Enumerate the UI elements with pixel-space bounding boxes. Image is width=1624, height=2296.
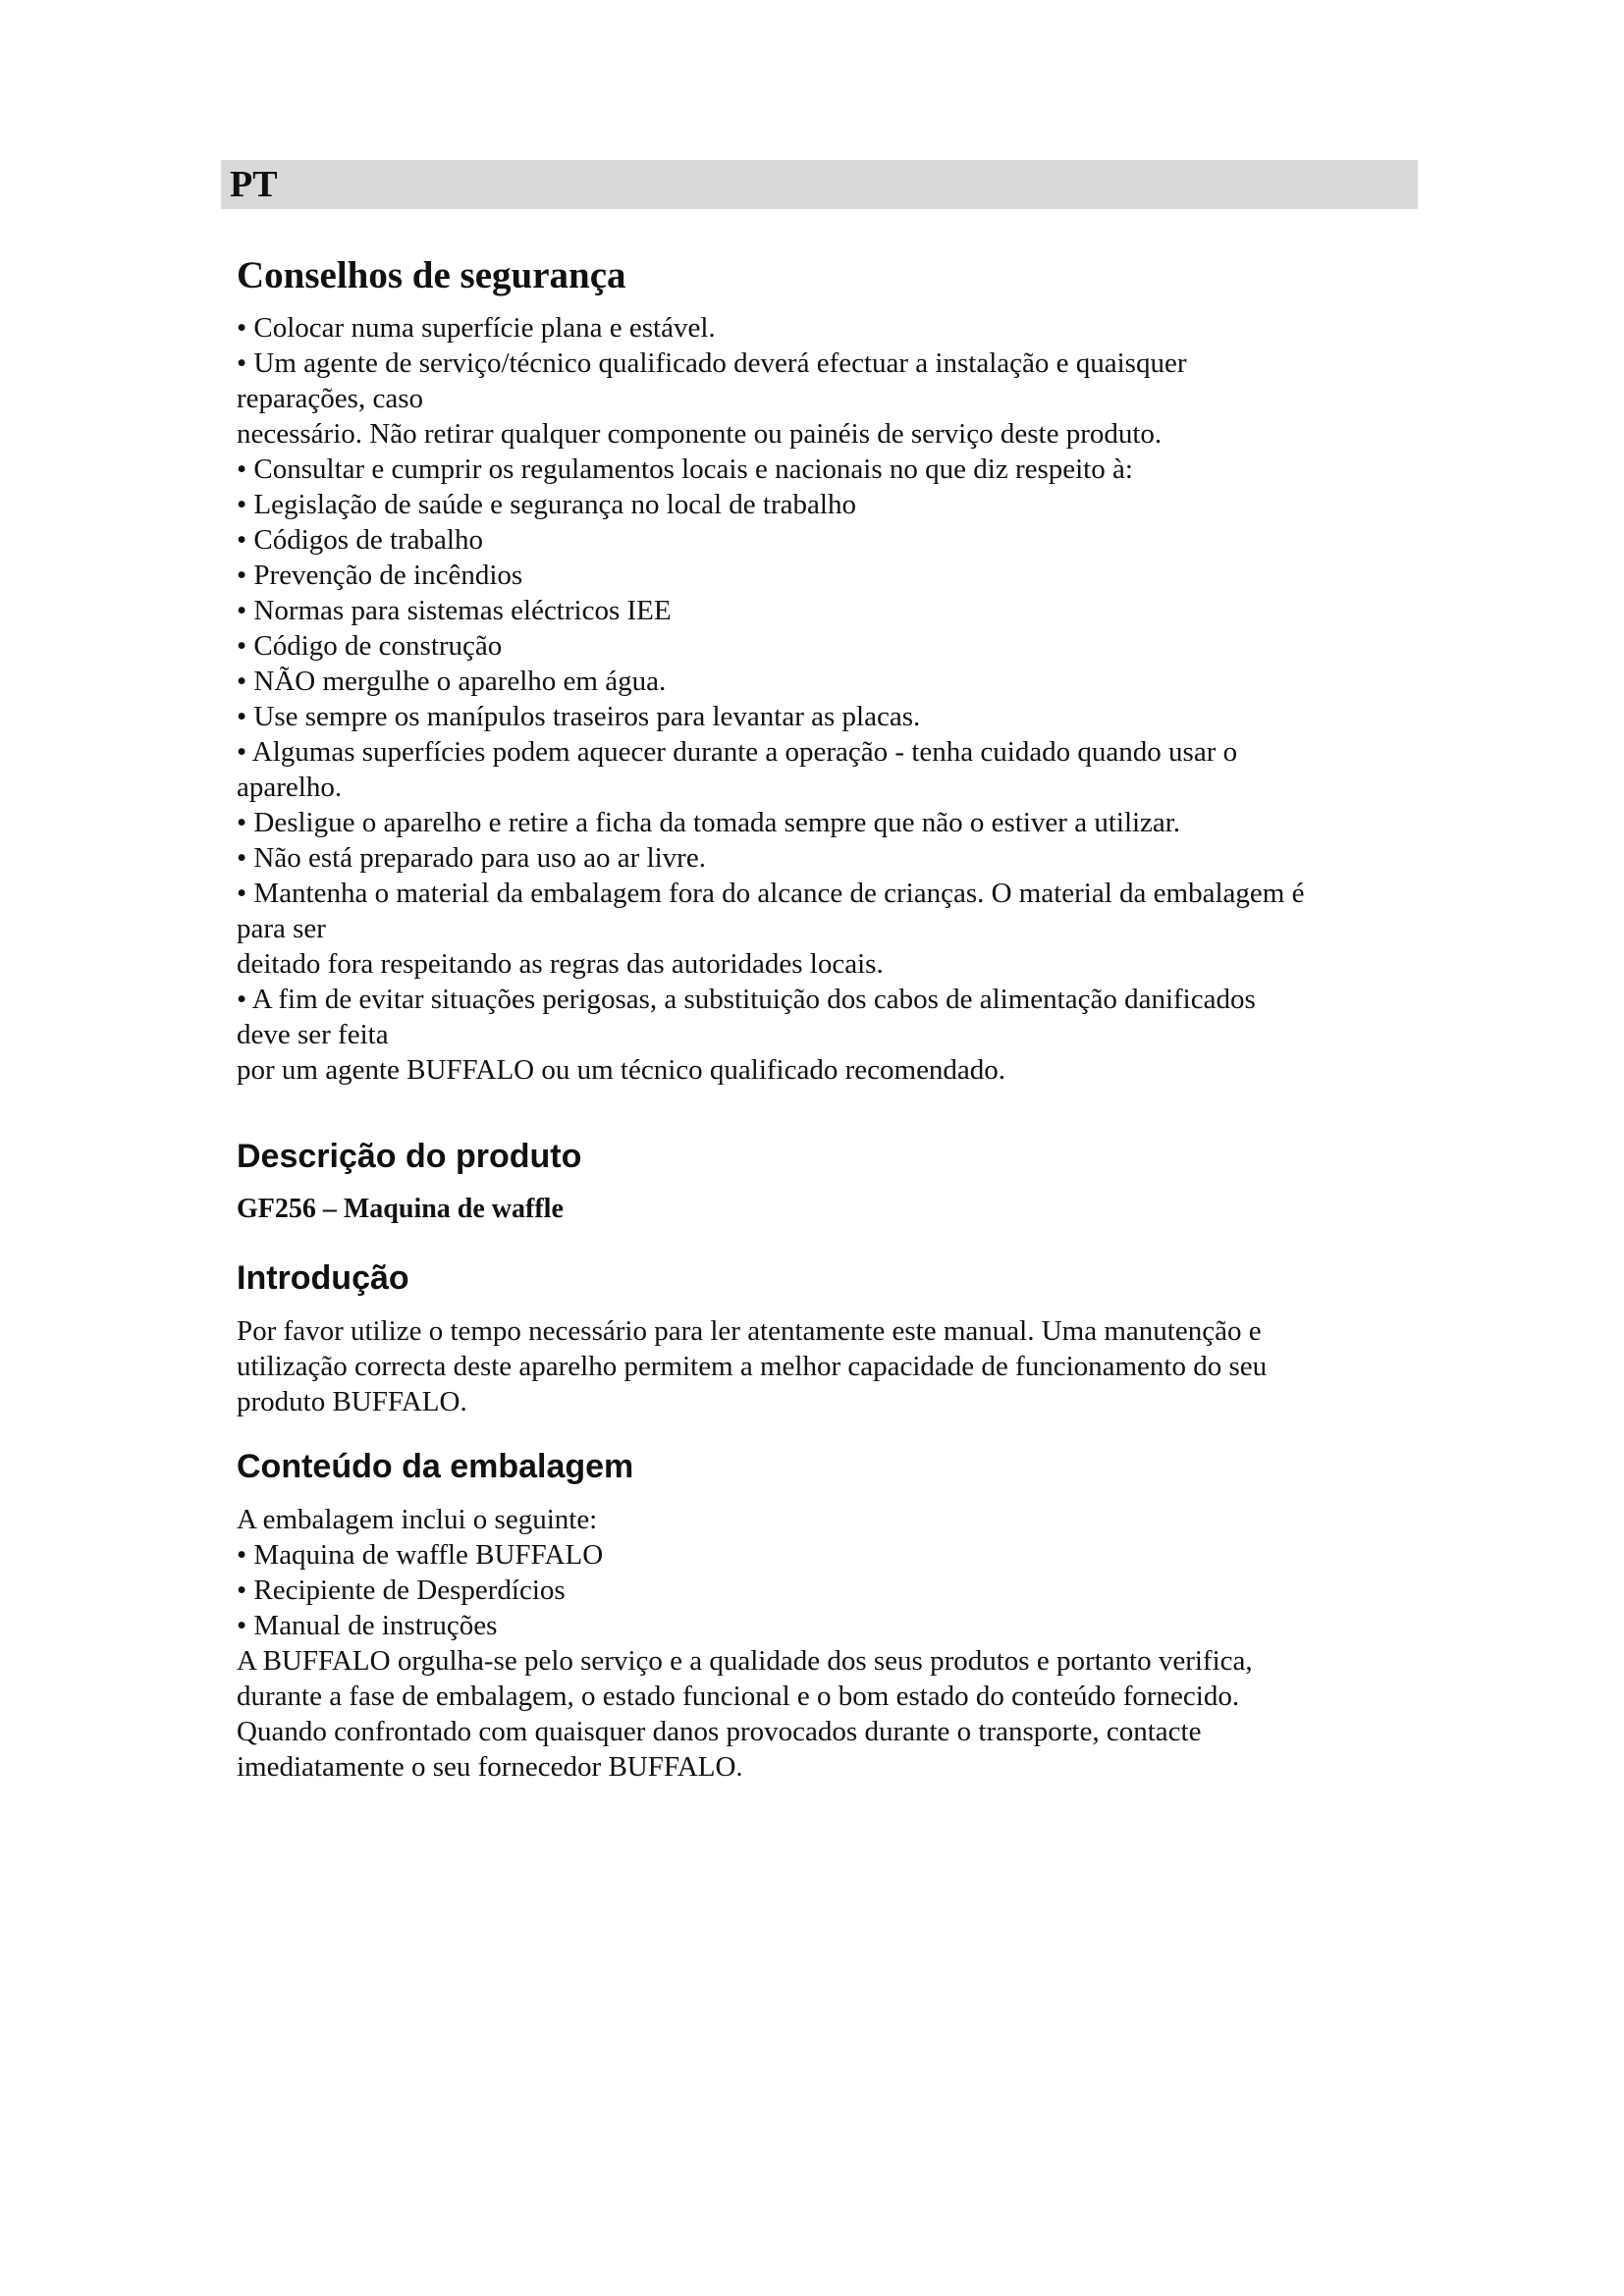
safety-line: • Mantenha o material da embalagem fora do alcance de crianças. O material da embalagem é — [237, 878, 1305, 909]
introduction-heading: Introdução — [237, 1259, 409, 1297]
safety-line: • Desligue o aparelho e retire a ficha da tomada sempre que não o estiver a utilizar. — [237, 807, 1181, 838]
safety-line: por um agente BUFFALO ou um técnico qualificado recomendado. — [237, 1054, 1006, 1086]
safety-line: • A fim de evitar situações perigosas, a substituição dos cabos de alimentação danificados — [237, 984, 1256, 1015]
package-line: • Recipiente de Desperdícios — [237, 1575, 566, 1606]
safety-line: aparelho. — [237, 772, 343, 803]
language-header-bar — [221, 160, 1418, 209]
safety-line: para ser — [237, 913, 326, 944]
introduction-line: utilização correcta deste aparelho permitem a melhor capacidade de funcionamento do seu — [237, 1351, 1268, 1382]
safety-line: • Não está preparado para uso ao ar livre. — [237, 842, 706, 874]
safety-line: • Código de construção — [237, 630, 503, 662]
safety-line: • Legislação de saúde e segurança no local de trabalho — [237, 489, 856, 520]
safety-line: • Consultar e cumprir os regulamentos locais e nacionais no que diz respeito à: — [237, 454, 1133, 485]
safety-heading: Conselhos de segurança — [237, 254, 626, 296]
product-model-line: GF256 – Maquina de waffle — [237, 1194, 564, 1224]
safety-line: • Normas para sistemas eléctricos IEE — [237, 595, 672, 626]
package-line: Quando confrontado com quaisquer danos provocados durante o transporte, contacte — [237, 1716, 1202, 1747]
safety-text — [237, 310, 1415, 1088]
introduction-text — [237, 1313, 1415, 1419]
safety-line: deve ser feita — [237, 1019, 389, 1050]
safety-line: • NÃO mergulhe o aparelho em água. — [237, 666, 667, 697]
safety-line: • Colocar numa superfície plana e estável. — [237, 312, 716, 344]
safety-line: necessário. Não retirar qualquer componente ou painéis de serviço deste produto. — [237, 418, 1163, 450]
safety-line: • Use sempre os manípulos traseiros para levantar as placas. — [237, 701, 921, 732]
safety-line: reparações, caso — [237, 383, 423, 414]
package-contents-heading: Conteúdo da embalagem — [237, 1448, 634, 1485]
package-line: imediatamente o seu fornecedor BUFFALO. — [237, 1751, 743, 1783]
package-line: • Manual de instruções — [237, 1610, 498, 1641]
language-code: PT — [230, 164, 278, 205]
package-line: • Maquina de waffle BUFFALO — [237, 1539, 604, 1571]
package-line: durante a fase de embalagem, o estado funcional e o bom estado do conteúdo fornecido. — [237, 1681, 1240, 1712]
package-contents-text — [237, 1502, 1415, 1785]
safety-line: • Um agente de serviço/técnico qualificado deverá efectuar a instalação e quaisquer — [237, 347, 1187, 379]
safety-line: deitado fora respeitando as regras das autoridades locais. — [237, 948, 884, 980]
package-line: A embalagem inclui o seguinte: — [237, 1504, 598, 1535]
safety-line: • Algumas superfícies podem aquecer durante a operação - tenha cuidado quando usar o — [237, 736, 1238, 768]
introduction-line: Por favor utilize o tempo necessário para ler atentamente este manual. Uma manutenção e — [237, 1315, 1262, 1347]
introduction-line: produto BUFFALO. — [237, 1386, 467, 1417]
document-body — [237, 249, 1415, 1785]
safety-line: • Prevenção de incêndios — [237, 560, 523, 591]
package-line: A BUFFALO orgulha-se pelo serviço e a qualidade dos seus produtos e portanto verifica, — [237, 1645, 1253, 1677]
safety-line: • Códigos de trabalho — [237, 524, 483, 556]
product-description-heading: Descrição do produto — [237, 1138, 582, 1175]
